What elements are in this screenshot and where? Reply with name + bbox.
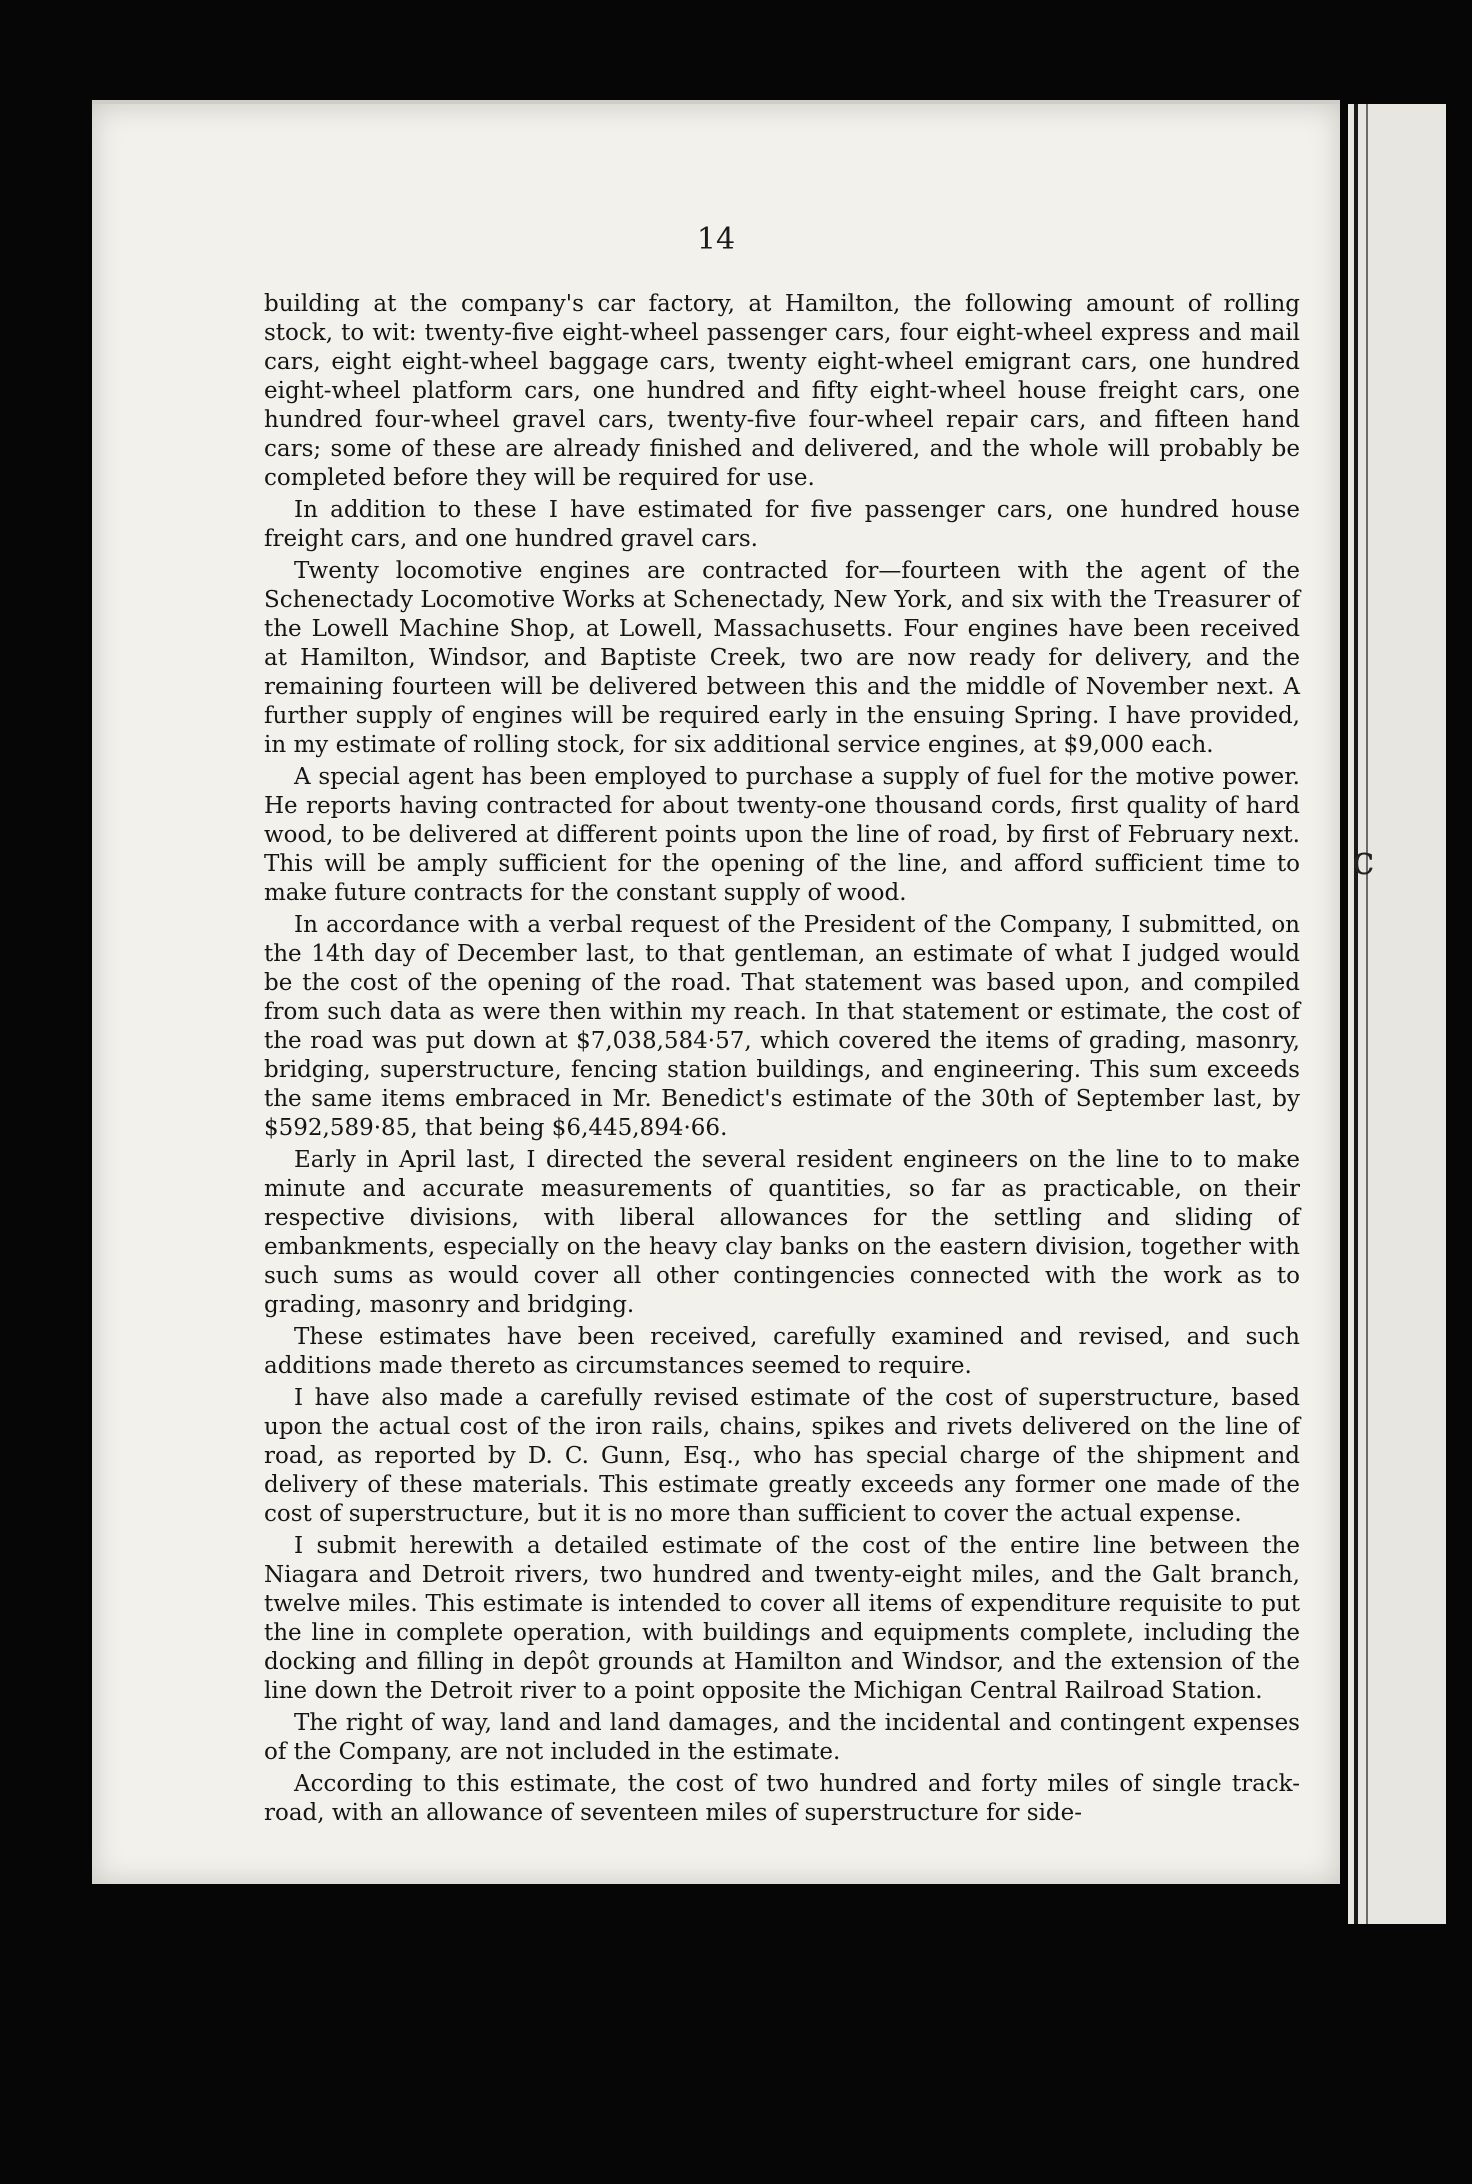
paragraph: building at the company's car factory, at Hamilton, the following amount of rolling stock, to wit: twenty-five eight-wheel passenger cars, four eight-wheel express and mail cars, eight eight-wheel baggage cars, twenty eight-wheel emigrant cars, one hundred eight-wheel platform cars, one hundred and fifty eight-wheel house freight cars, one hundred four-wheel gravel cars, twenty-five four-wheel repair cars, and fifteen hand cars; some of these are already finished and delivered, and the whole will probably be completed before they will be required for use. <box>264 291 1300 491</box>
paragraph: Early in April last, I directed the several resident engineers on the line to to make minute and accurate measurements of quantities, so far as practicable, on their respective divisions, with liberal allowances for the settling and sliding of embankments, especially on the heavy clay banks on the eastern division, together with such sums as would cover all other contingencies connected with the work as to grading, masonry and bridging. <box>264 1147 1300 1318</box>
paragraph: These estimates have been received, carefully examined and revised, and such additions made thereto as circumstances seemed to require. <box>264 1324 1300 1379</box>
paragraph: Twenty locomotive engines are contracted for—fourteen with the agent of the Schenectady Locomotive Works at Schenectady, New York, and six with the Treasurer of the Lowell Machine Shop, at Lowell, Massachusetts. Four engines have been received at Hamilton, Windsor, and Baptiste Creek, two are now ready for delivery, and the remaining fourteen will be delivered between this and the middle of November next. A further supply of engines will be required early in the ensuing Spring. I have provided, in my estimate of rolling stock, for six additional service engines, at $9,000 each. <box>264 558 1300 758</box>
paragraph: The right of way, land and land damages, and the incidental and contingent expenses of the Company, are not included in the estimate. <box>264 1710 1300 1765</box>
paragraph: In accordance with a verbal request of the President of the Company, I submitted, on the 14th day of December last, to that gentleman, an estimate of what I judged would be the cost of the opening of the road. That statement was based upon, and compiled from such data as were then within my reach. In that statement or estimate, the cost of the road was put down at $7,038,584·57, which covered the items of grading, masonry, bridging, superstructure, fencing station buildings, and engineering. This sum exceeds the same items embraced in Mr. Benedict's estimate of the 30th of September last, by $592,589·85, that being $6,445,894·66. <box>264 912 1300 1141</box>
paragraph: A special agent has been employed to purchase a supply of fuel for the motive power. He reports having contracted for about twenty-one thousand cords, first quality of hard wood, to be delivered at different points upon the line of road, by first of February next. This will be amply sufficient for the opening of the line, and afford sufficient time to make future contracts for the constant supply of wood. <box>264 764 1300 906</box>
paragraph: According to this estimate, the cost of two hundred and forty miles of single track-road, with an allowance of seventeen miles of superstructure for side- <box>264 1771 1300 1826</box>
page-number: 14 <box>696 222 736 257</box>
facing-page-edge <box>1348 104 1446 1924</box>
paragraph: I have also made a carefully revised estimate of the cost of superstructure, based upon the actual cost of the iron rails, chains, spikes and rivets delivered on the line of road, as reported by D. C. Gunn, Esq., who has special charge of the shipment and delivery of these materials. This estimate greatly exceeds any former one made of the cost of superstructure, but it is no more than sufficient to cover the actual expense. <box>264 1385 1300 1527</box>
binding-rule <box>1354 104 1358 1924</box>
margin-mark: c <box>1352 838 1375 884</box>
body-text <box>264 290 1300 1831</box>
binding-rule <box>1366 104 1368 1924</box>
paragraph: I submit herewith a detailed estimate of the cost of the entire line between the Niagara and Detroit rivers, two hundred and twenty-eight miles, and the Galt branch, twelve miles. This estimate is intended to cover all items of expenditure requisite to put the line in complete operation, with buildings and equipments complete, including the docking and filling in depôt grounds at Hamilton and Windsor, and the extension of the line down the Detroit river to a point opposite the Michigan Central Railroad Station. <box>264 1533 1300 1704</box>
document-page <box>92 104 1340 1884</box>
paragraph: In addition to these I have estimated for five passenger cars, one hundred house freight cars, and one hundred gravel cars. <box>264 497 1300 552</box>
